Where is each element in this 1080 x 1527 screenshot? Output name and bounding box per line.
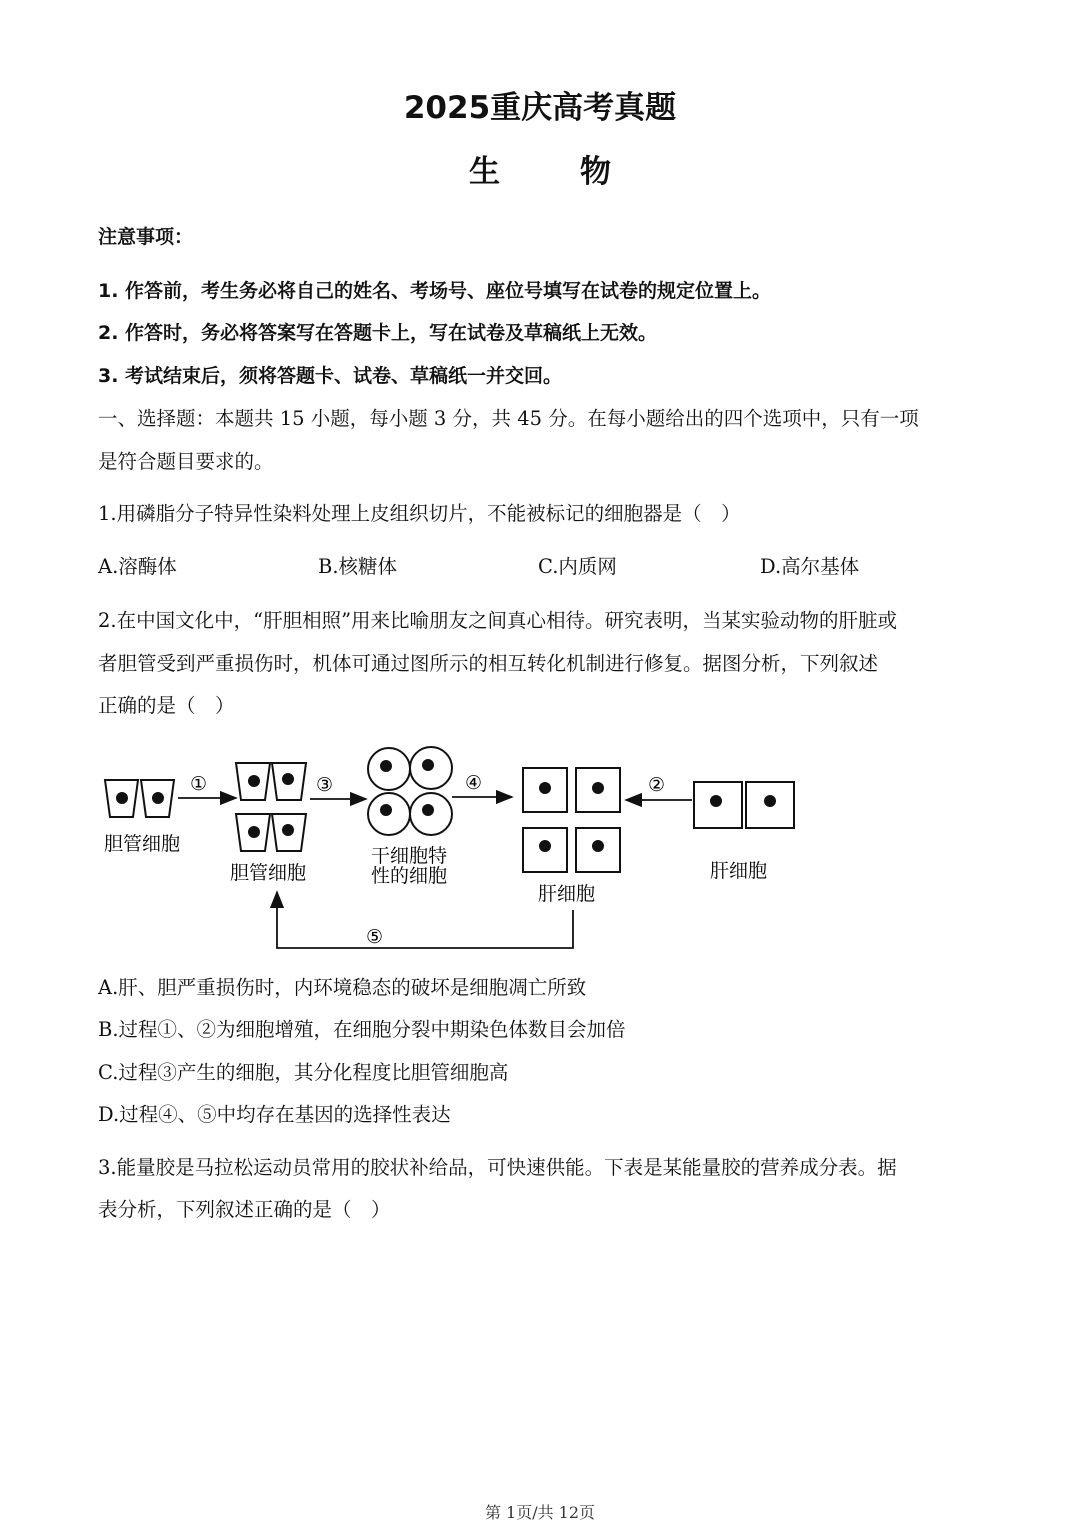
q1-option-d: D.高尔基体 (760, 555, 860, 578)
q3-stem-line1: 3.能量胶是马拉松运动员常用的胶状补给品，可快速供能。下表是某能量胶的营养成分表。据 (98, 1156, 897, 1179)
step-1-label: ① (190, 773, 208, 795)
bile-duct-cells-proliferated (236, 763, 306, 851)
hepatocytes-center (523, 768, 620, 872)
step-3-label: ③ (316, 774, 334, 796)
notice-item-2: 2. 作答时，务必将答案写在答题卡上，写在试卷及草稿纸上无效。 (98, 322, 658, 344)
notice-heading: 注意事项： (98, 226, 194, 248)
label-stem-like-line2: 性的细胞 (371, 865, 448, 887)
subject-char-2: 物 (580, 154, 611, 190)
page-title: 2025重庆高考真题 (403, 90, 677, 126)
notice-item-1: 1. 作答前，考生务必将自己的姓名、考场号、座位号填写在试卷的规定位置上。 (98, 280, 772, 302)
q2-option-c: C.过程③产生的细胞，其分化程度比胆管细胞高 (98, 1061, 509, 1084)
section-instruction-line2: 是符合题目要求的。 (98, 450, 274, 473)
q1-stem: 1.用磷脂分子特异性染料处理上皮组织切片，不能被标记的细胞器是（ ） (98, 502, 741, 525)
q2-stem-line1: 2.在中国文化中，“肝胆相照”用来比喻朋友之间真心相待。研究表明，当某实验动物的肝脏或 (98, 609, 898, 632)
q2-option-a: A.肝、胆严重损伤时，内环境稳态的破坏是细胞凋亡所致 (98, 976, 587, 999)
step-5-label: ⑤ (366, 926, 384, 948)
cell-conversion-diagram (0, 735, 1080, 965)
label-stem-like-line1: 干细胞特 (371, 845, 448, 867)
label-hepatocyte-right: 肝细胞 (710, 860, 768, 882)
q1-option-a: A.溶酶体 (98, 555, 177, 578)
q1-option-c: C.内质网 (538, 555, 617, 578)
step-4-label: ④ (465, 772, 483, 794)
page-footer: 第 1页/共 12页 (484, 1503, 596, 1522)
step-2-label: ② (648, 774, 666, 796)
q2-option-b: B.过程①、②为细胞增殖，在细胞分裂中期染色体数目会加倍 (98, 1018, 626, 1041)
label-bile-duct-left: 胆管细胞 (104, 833, 181, 855)
section-instruction-line1: 一、选择题：本题共 15 小题，每小题 3 分，共 45 分。在每小题给出的四个选项中，只有一项 (98, 407, 919, 430)
q2-stem-line3: 正确的是（ ） (98, 694, 235, 717)
label-hepatocyte-center: 肝细胞 (538, 883, 596, 905)
q2-stem-line2: 者胆管受到严重损伤时，机体可通过图所示的相互转化机制进行修复。据图分析，下列叙述 (98, 652, 879, 675)
subject-char-1: 生 (469, 154, 500, 190)
bile-duct-cells-left (105, 780, 174, 817)
stem-like-cells (368, 747, 452, 835)
q2-option-d: D.过程④、⑤中均存在基因的选择性表达 (98, 1103, 451, 1126)
notice-item-3: 3. 考试结束后，须将答题卡、试卷、草稿纸一并交回。 (98, 365, 563, 387)
hepatocytes-right (694, 782, 794, 828)
label-bile-duct-center: 胆管细胞 (230, 862, 307, 884)
subject-title (0, 146, 1080, 191)
q3-stem-line2: 表分析，下列叙述正确的是（ ） (98, 1198, 391, 1221)
q1-option-b: B.核糖体 (318, 555, 398, 578)
